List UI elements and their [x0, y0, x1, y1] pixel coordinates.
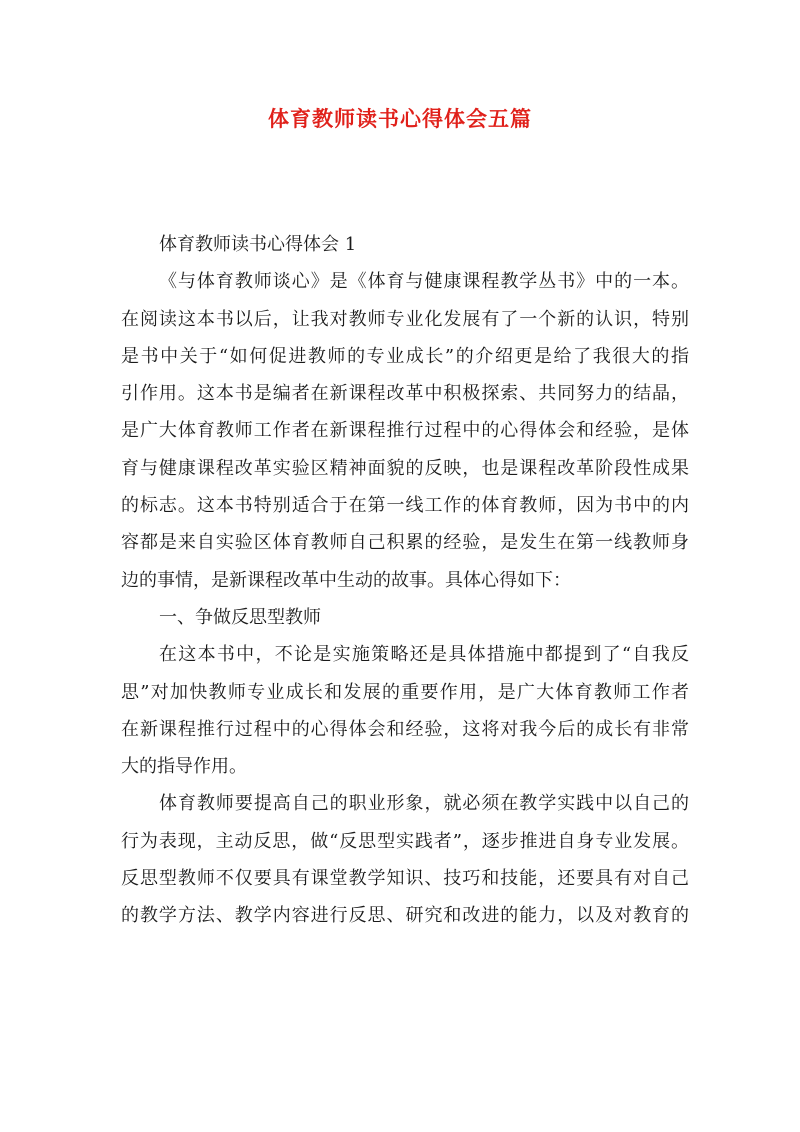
paragraph-2-line: 思”对加快教师专业成长和发展的重要作用，是广大体育教师工作者: [121, 681, 689, 703]
section-heading: 体育教师读书心得体会 1: [159, 234, 357, 255]
paragraph-2-line: 在这本书中，不论是实施策略还是具体措施中都提到了“自我反: [159, 644, 689, 666]
paragraph-2-line: 在新课程推行过程中的心得体会和经验，这将对我今后的成长有非常: [121, 718, 689, 740]
paragraph-1-line: 边的事情，是新课程改革中生动的故事。具体心得如下：: [121, 569, 571, 591]
paragraph-1-line: 是书中关于“如何促进教师的专业成长”的介绍更是给了我很大的指: [121, 345, 689, 367]
paragraph-1-line: 育与健康课程改革实验区精神面貌的反映，也是课程改革阶段性成果: [121, 457, 689, 479]
document-title: 体育教师读书心得体会五篇: [268, 106, 532, 131]
paragraph-3-line: 的教学方法、教学内容进行反思、研究和改进的能力，以及对教育的: [121, 905, 689, 927]
paragraph-3-line: 反思型教师不仅要具有课堂教学知识、技巧和技能，还要具有对自己: [121, 868, 689, 890]
paragraph-1-line: 《与体育教师谈心》是《体育与健康课程教学丛书》中的一本。: [159, 271, 689, 293]
paragraph-3-line: 行为表现，主动反思，做“反思型实践者”，逐步推进自身专业发展。: [121, 830, 689, 852]
paragraph-2-line: 大的指导作用。: [121, 756, 247, 778]
paragraph-3-line: 体育教师要提高自己的职业形象，就必须在教学实践中以自己的: [159, 793, 689, 815]
document-body: [121, 226, 689, 935]
paragraph-1-line: 在阅读这本书以后，让我对教师专业化发展有了一个新的认识，特别: [121, 308, 689, 330]
paragraph-1-line: 是广大体育教师工作者在新课程推行过程中的心得体会和经验，是体: [121, 420, 689, 442]
paragraph-1-line: 的标志。这本书特别适合于在第一线工作的体育教师，因为书中的内: [121, 495, 689, 517]
paragraph-1-line: 容都是来自实验区体育教师自己积累的经验，是发生在第一线教师身: [121, 532, 689, 554]
subheading-reflective-teacher: 一、争做反思型教师: [159, 606, 321, 628]
paragraph-1-line: 引作用。这本书是编者在新课程改革中积极探索、共同努力的结晶，: [121, 383, 689, 405]
